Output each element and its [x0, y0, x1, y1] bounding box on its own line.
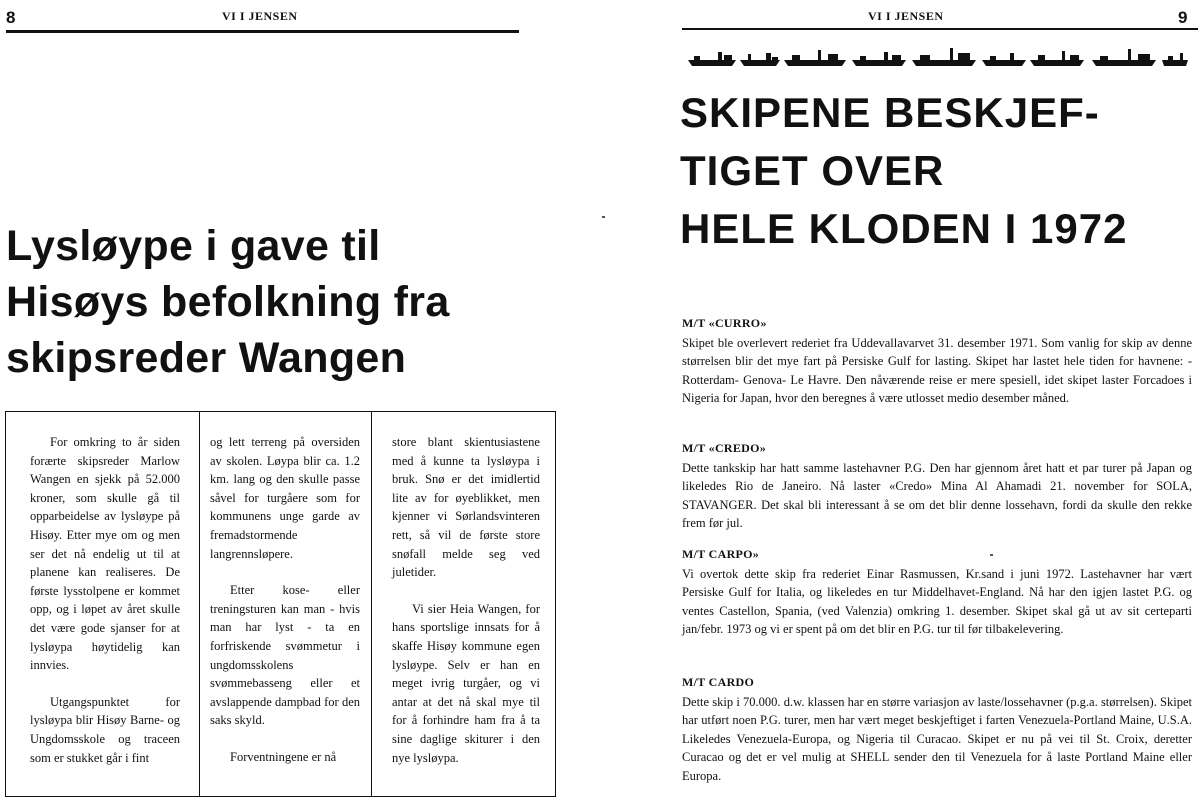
column-divider — [199, 411, 200, 797]
running-head: VI I JENSEN — [222, 9, 298, 23]
paragraph: store blant skientusiastene med å kunne ta lysløypa i bruk. Snø er det imidlertid lite av for øyeblikket, men kjenner vi Sørlandsvinteren rett, så vil de første store snøfall melde seg ved juletider. — [392, 435, 540, 580]
headline-line-2: Hisøys befolkning fra — [6, 278, 450, 326]
title-line-1: SKIPENE BESKJEF- — [680, 89, 1100, 136]
section-heading: M/T «CURRO» — [682, 316, 767, 330]
ship-icon — [784, 50, 846, 66]
ship-icon — [912, 48, 976, 66]
section-text: Dette skip i 70.000. d.w. klassen har en større variasjon av laste/lossehavner (p.g.a. størrelsen). Skipet har utført noen P.G. turer, men har vært meget beskjeftiget i farten Venezuela-Portland Maine, U.S.A. Likeledes Venezuela-Europa, og Nigeria til Curacao. Skipet er nu på vei til St. Croix, deretter Curacao og det er vel mulig at SHELL sender den til Venezuela for å laste Portland Maine eller Europa. — [682, 695, 1192, 783]
headline-line-3: skipsreder Wangen — [6, 334, 407, 382]
section-heading: M/T CARDO — [682, 675, 755, 689]
header-rule — [6, 30, 519, 33]
section-text: Skipet ble overlevert rederiet fra Uddevallavarvet 31. desember 1971. Som vanlig for skip av denne størrelsen blir det mye fart på Persiske Gulf for lasting. Skipet har lastet hele tiden for havnene: -Rotterdam- Genova- Le Havre. Den nåværende reise er mere spesiell, idet skipet laster Forcadoes i Nigeria for Japan, hvor den beregnes å være utlosset medio desember måned. — [682, 336, 1192, 406]
ship-section-curro — [682, 316, 1192, 408]
page-number: 9 — [1178, 8, 1188, 27]
paragraph: Vi sier Heia Wangen, for hans sportslige innsats for å skaffe Hisøy kommune egen lysløype. Selv er han en meget ivrig turgåer, og vi antar at det nå skal mye til for å forhindre ham fra å ta sine daglige skiturer i den nye lysløypa. — [392, 601, 540, 765]
title-line-3: HELE KLODEN I 1972 — [680, 205, 1128, 252]
ship-section-cardo — [682, 675, 1192, 785]
paragraph: For omkring to år siden forærte skipsreder Marlow Wangen en sjekk på 52.000 kroner, som skulle gå til opparbeidelse av lysløype på Hisøy. Etter mye om og men ser det nå endelig ut til at planene kan realiseres. De første lysstolpene er kommet opp, og i løpet av året skulle det være gode sjanser for at lysløypa høytidelig kan innvies. — [30, 435, 180, 673]
article-column-1 — [30, 433, 180, 785]
ship-icon — [1092, 49, 1156, 66]
section-text: Vi overtok dette skip fra rederiet Einar Rasmussen, Kr.sand i juni 1972. Lastehavner har vært Persiske Gulf for Italia, og likeledes en tur Middelhavet-England. Nå har den igjen lastet P.G. og ventes Castellon, Spania, (ved Valenzia) omkring 1. desember. Skipet skal gå ut av sit certeparti jan/febr. 1973 og vi er spent på om det blir en P.G. tur til før tilbakelevering. — [682, 567, 1192, 637]
paragraph: og lett terreng på oversiden av skolen. Løypa blir ca. 1.2 km. lang og den skulle passe såvel for turgåere som for kommunens unge garde av fremadstormende langrennsløpere. — [210, 435, 360, 561]
page-number: 8 — [6, 8, 16, 27]
ship-section-credo — [682, 441, 1192, 533]
ship-icon — [688, 52, 736, 66]
ship-section-carpo — [682, 547, 1192, 639]
section-heading: M/T CARPO» — [682, 547, 760, 561]
article-column-3 — [392, 433, 540, 785]
paragraph: Forventningene er nå — [230, 749, 337, 764]
paragraph: Etter kose- eller treningsturen kan man - hvis man har lyst - ta en forfriskende svømmetur i ungdomsskolens svømmebasseng eller et avslappende dampbad for den saks skyld. — [210, 583, 360, 728]
ship-icon — [852, 52, 906, 66]
ship-icon — [982, 53, 1026, 66]
paragraph: Utgangspunktet for lysløypa blir Hisøy Barne- og Ungdomsskole og traceen som er stukket går i fint — [30, 694, 180, 765]
article-headline — [6, 218, 586, 386]
section-heading: M/T «CREDO» — [682, 441, 767, 455]
headline-line-1: Lysløype i gave til — [6, 222, 381, 270]
right-page — [600, 0, 1200, 802]
ship-silhouettes-decoration — [688, 44, 1188, 68]
title-line-2: TIGET OVER — [680, 147, 945, 194]
article-column-2 — [210, 433, 360, 785]
ship-icon — [740, 53, 780, 66]
header-rule — [682, 28, 1198, 30]
print-speck — [602, 216, 605, 218]
ship-icon — [1030, 51, 1084, 66]
column-divider — [371, 411, 372, 797]
page-title — [680, 84, 1200, 258]
print-speck — [990, 554, 993, 556]
ship-icon — [1162, 53, 1188, 66]
running-head: VI I JENSEN — [868, 9, 944, 23]
section-text: Dette tankskip har hatt samme lastehavner P.G. Den har gjennom året hatt et par turer på Japan og likeledes Rio de Janeiro. Nå laster «Credo» Mina Al Ahamadi 21. november for SOLA, STAVANGER. Det skal bli interessant å se om det blir denne lossehavn, fordi da skulle den rekke frem før jul. — [682, 461, 1192, 531]
